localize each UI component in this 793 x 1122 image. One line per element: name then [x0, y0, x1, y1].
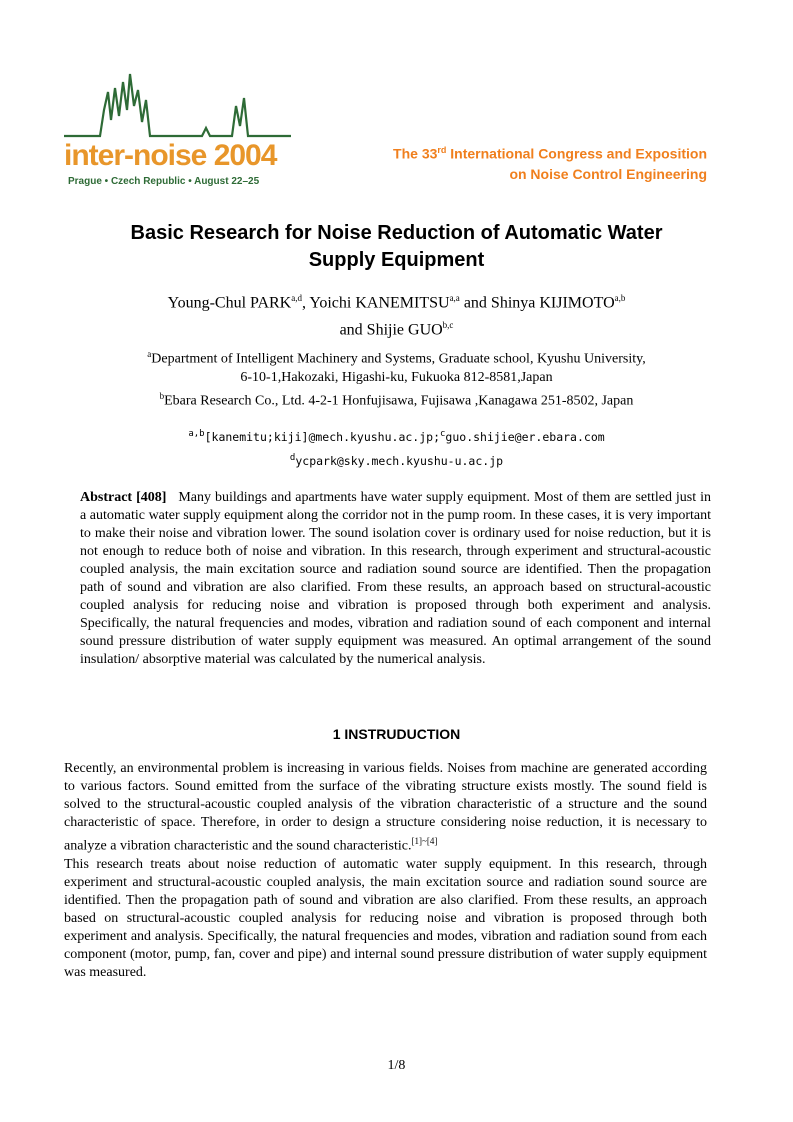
logo-subtitle: Prague • Czech Republic • August 22–25 — [68, 176, 260, 187]
emails-line-2 — [40, 448, 753, 472]
author-separator: , — [301, 294, 310, 312]
author-separator: and — [459, 294, 491, 312]
affiliation-a-line-2: 6-10-1,Hakozaki, Higashi-ku, Fukuoka 812-8581,Japan — [240, 369, 553, 385]
affiliation-a — [40, 345, 753, 369]
author-1: Young-Chul PARK — [167, 294, 292, 312]
author-2: Yoichi KANEMITSU — [309, 294, 450, 312]
page-number: 1/8 — [387, 1058, 406, 1073]
logo-wordmark: inter-noise 2004 — [64, 139, 277, 172]
affiliation-b-line: Ebara Research Co., Ltd. 4-2-1 Honfujisawa, Fujisawa ,Kanagawa 251-8502, Japan — [164, 393, 634, 409]
intro-paragraph-1-text: Recently, an environmental problem is increasing in various fields. Noises from machine are generated according to various factors. Sound emitted from the surface of the vibrating structure exists mostly. The sound field is solved to the structural-acoustic coupled analysis of the vibration characteristic of a structure and the sound characteristic of space. Therefore, in order to design a structure considering noise reduction, it is necessary to analyze a vibration characteristic and the sound characteristic. — [64, 761, 707, 854]
author-list — [40, 287, 753, 342]
author-1-affil: a,d — [291, 293, 302, 303]
email-2-mark: c — [440, 429, 446, 439]
authors-line-2 — [40, 314, 753, 341]
introduction-body — [64, 760, 707, 982]
congress-line-1 — [393, 140, 707, 164]
paper-title — [40, 220, 753, 274]
affiliation-b-mark: b — [159, 390, 165, 401]
author-2-affil: a,a — [449, 293, 460, 303]
email-list — [40, 424, 753, 472]
congress-number: The 33 — [393, 145, 438, 162]
affiliation-a-mark: a — [147, 349, 152, 359]
email-1-mark: a,b — [188, 429, 205, 439]
congress-header — [393, 140, 707, 184]
email-3-mark: d — [289, 452, 296, 463]
section-heading: 1 INSTRUDUCTION — [332, 726, 461, 742]
abstract — [80, 489, 711, 669]
email-2[interactable]: guo.shijie@er.ebara.com — [445, 429, 605, 444]
affiliation-a-line-1: Department of Intelligent Machinery and Systems, Graduate school, Kyushu University, — [151, 351, 646, 367]
abstract-label: Abstract [408] — [80, 490, 167, 505]
email-3[interactable]: ycpark@sky.mech.kyushu-u.ac.jp — [295, 453, 504, 468]
abstract-text: Many buildings and apartments have water supply equipment. Most of them are settled just in a automatic water supply equipment along the corridor not in the pump room. In these cases, it is very important to make their noise and vibration lower. The sound isolation cover is ordinary used for noise reduction, but it is not enough to reduce both of noise and vibration. In this research, through experiment and structural-acoustic coupled analysis, the main excitation source and radiation sound source are identified. Then the propagation path of sound and vibration are also clarified. From these results, an approach based on structural-acoustic coupled analysis for reducing noise and vibration is proposed through both experiment and analysis. Specifically, the natural frequencies and modes, vibration and radiation sound of each component and internal sound pressure distribution of water supply equipment was measured. An optimal arrangement of the sound insulation/ absorptive material was calculated by the numerical analysis. — [80, 490, 712, 667]
congress-line-2: on Noise Control Engineering — [509, 165, 707, 182]
author-3: Shinya KIJIMOTO — [490, 294, 615, 312]
congress-ordinal: rd — [437, 145, 447, 155]
intro-paragraph-2: This research treats about noise reduction of automatic water supply equipment. In this research, through experiment and structural-acoustic coupled analysis, the main excitation source and radiation sound source are identified. Then the propagation path of sound and vibration are also clarified. From these results, an approach based on structural-acoustic coupled analysis for reducing noise and vibration is proposed through both experiment and analysis. Specifically, the natural frequencies and modes, vibration and radiation sound from each component (motor, pump, fan, cover and pipe) and internal sound pressure distribution of water supply equipment was measured. — [64, 856, 707, 980]
congress-name: International Congress and Exposition — [446, 145, 707, 162]
intro-paragraph-1 — [64, 760, 707, 856]
title-line-2: Supply Equipment — [308, 249, 485, 271]
citation-ref: [1]~[4] — [411, 836, 438, 846]
affiliations — [40, 345, 753, 410]
email-1[interactable]: [kanemitu;kiji]@mech.kyushu.ac.jp; — [204, 429, 440, 444]
author-4-affil: b,c — [442, 320, 454, 331]
title-line-1: Basic Research for Noise Reduction of Automatic Water — [130, 222, 663, 244]
author-4: Shijie GUO — [366, 321, 443, 339]
affiliation-b — [40, 387, 753, 411]
inter-noise-logo — [60, 70, 295, 195]
authors-line-1 — [40, 287, 753, 314]
author-separator: and — [339, 321, 367, 339]
noise-waveform-icon — [60, 70, 295, 145]
emails-line-1 — [40, 424, 753, 448]
author-3-affil: a,b — [614, 293, 626, 303]
